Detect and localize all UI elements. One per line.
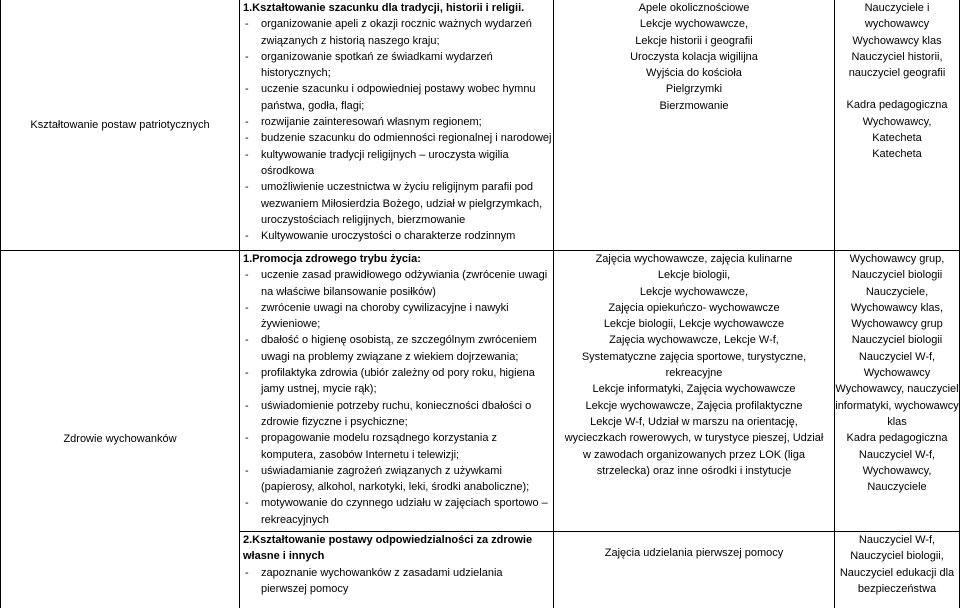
list-item: - uświadamianie zagrożeń związanych z używkami (papierosy, alkohol, narkotyki, leki, środki anaboliczne); bbox=[245, 464, 530, 494]
form-line: Pielgrzymki bbox=[665, 83, 723, 96]
responsible-line: Nauczyciel biologii bbox=[851, 334, 943, 347]
forms-cell bbox=[554, 0, 834, 250]
list-item: - zapoznanie wychowanków z zasadami udzielania pierwszej pomocy bbox=[245, 566, 503, 595]
list-item: - zwrócenie uwagi na choroby cywilizacyjne i nawyki żywieniowe; bbox=[245, 301, 509, 331]
form-line: Zajęcia udzielania pierwszej pomocy bbox=[604, 547, 784, 559]
list-item: - motywowanie do czynnego udziału w zajęciach sportowo – rekreacyjnych bbox=[245, 497, 548, 526]
form-line: Zajęcia wychowawcze, Lekcje W-f, bbox=[609, 334, 779, 347]
list-item: - uczenie zasad prawidłowego odżywiania (zwrócenie uwagi na właściwe bilansowanie posiłków) bbox=[245, 269, 548, 298]
form-line: Lekcje historii i geografii bbox=[635, 34, 753, 47]
responsible-line: Nauczyciele i bbox=[864, 2, 930, 14]
category-cell bbox=[1, 0, 239, 250]
list-item: - budzenie szacunku do odmienności regionalnej i narodowej bbox=[245, 132, 552, 145]
section-heading: 1.Promocja zdrowego trybu życia: bbox=[243, 253, 421, 265]
section-heading-2: 2.Kształtowanie postawy odpowiedzialności za zdrowie własne i innych bbox=[243, 534, 533, 563]
list-item: - organizowanie apeli z okazji rocznic ważnych wydarzeń związanych z historią naszego kraju; bbox=[245, 18, 532, 47]
list-item: - dbałość o higienę osobistą, ze szczególnym zwróceniem uwagi na problemy związane z wiekiem dojrzewania; bbox=[245, 334, 537, 363]
responsible-cell bbox=[835, 0, 959, 250]
list-item: - kultywowanie tradycji religijnych – uroczysta wigilia ośrodkowa bbox=[245, 148, 509, 177]
responsible-line: Nauczyciel historii, bbox=[851, 50, 943, 63]
responsible-line: Nauczyciel edukacji dla bezpieczeństwa bbox=[839, 566, 955, 595]
form-line: Lekcje W-f, Udział w marszu na orientację, wycieczkach rowerowych, w turystyce pieszej, Udział w zawodach organizowanych przez LOK (liga strzelecka) oraz inne ośrodki i instytucje bbox=[564, 415, 824, 477]
responsible-line: Wychowawcy klas, bbox=[850, 301, 944, 314]
responsible-line: Nauczyciele bbox=[867, 481, 927, 494]
responsible-cell-2 bbox=[835, 532, 959, 608]
responsible-line bbox=[835, 81, 959, 97]
form-line: Uroczysta kolacja wigilijna bbox=[630, 50, 758, 63]
responsible-line: Wychowawcy grup bbox=[851, 318, 943, 331]
form-line: Wyjścia do kościoła bbox=[646, 67, 742, 80]
list-item: - uczenie szacunku i odpowiedniej postawy wobec hymnu państwa, godła, flagi; bbox=[245, 83, 536, 112]
category-cell bbox=[1, 251, 239, 608]
category-label: Zdrowie wychowanków bbox=[63, 433, 177, 446]
list-item: - organizowanie spotkań ze świadkami wydarzeń historycznych; bbox=[245, 50, 493, 80]
list-item: - propagowanie modelu rozsądnego korzystania z komputera, zasobów Internetu i telewizji; bbox=[245, 432, 498, 461]
form-line: Lekcje biologii, bbox=[657, 269, 731, 282]
list-item: - Kultywowanie uroczystości o charakterze rodzinnym bbox=[245, 230, 516, 243]
form-line: Systematyczne zajęcia sportowe, turystyczne, rekreacyjne bbox=[581, 350, 807, 380]
forms-cell bbox=[554, 251, 834, 531]
list-item: - uświadomienie potrzeby ruchu, konieczności dbałości o zdrowie fizyczne i psychiczne; bbox=[245, 399, 532, 428]
content-cell bbox=[240, 251, 553, 608]
responsible-line: Wychowawcy grup, bbox=[849, 253, 945, 265]
responsible-line: wychowawcy bbox=[864, 18, 930, 31]
section-heading: 1.Kształtowanie szacunku dla tradycji, historii i religii. bbox=[243, 2, 525, 14]
responsible-line: Wychowawcy, bbox=[862, 115, 932, 128]
category-label: Kształtowanie postaw patriotycznych bbox=[30, 118, 210, 131]
responsible-line: Katecheta bbox=[872, 148, 922, 161]
list-item: - rozwijanie zainteresowań własnym regionem; bbox=[245, 116, 482, 129]
form-line: Lekcje wychowawcze, bbox=[639, 285, 749, 298]
responsible-line: Wychowawcy, nauczyciel informatyki, wychowawcy klas bbox=[835, 383, 959, 428]
list-item: - umożliwienie uczestnictwa w życiu religijnym parafii pod wezwaniem Miłosierdzia Bożego, udział w pielgrzymkach, uroczystościach religijnych, bierzmowanie bbox=[245, 181, 543, 226]
responsible-line: Kadra pedagogiczna bbox=[846, 99, 948, 112]
forms-cell-2 bbox=[554, 545, 834, 585]
content-cell bbox=[240, 0, 553, 250]
form-line: Apele okolicznościowe bbox=[638, 2, 750, 14]
form-line: Lekcje informatyki, Zajęcia wychowawcze bbox=[592, 383, 796, 396]
form-line: Lekcje biologii, Lekcje wychowawcze bbox=[603, 318, 785, 331]
form-line: Lekcje wychowawcze, bbox=[639, 18, 749, 31]
responsible-line: Wychowawcy klas bbox=[852, 34, 942, 47]
responsible-line: Nauczyciele, bbox=[865, 285, 929, 298]
responsible-line: Wychowawcy, bbox=[862, 464, 932, 477]
responsible-line: Kadra pedagogiczna bbox=[846, 432, 948, 445]
responsible-line: Nauczyciel W-f, bbox=[858, 350, 936, 363]
responsible-line: Wychowawcy bbox=[863, 367, 931, 380]
responsible-line: Nauczyciel W-f, bbox=[858, 448, 936, 461]
form-line: Bierzmowanie bbox=[659, 99, 729, 112]
responsible-line: Nauczyciel W-f, bbox=[858, 534, 936, 546]
responsible-cell bbox=[835, 251, 959, 531]
form-line: Zajęcia wychowawcze, zajęcia kulinarne bbox=[595, 253, 793, 265]
form-line: Zajęcia opiekuńczo- wychowawcze bbox=[608, 301, 780, 314]
responsible-line: nauczyciel geografii bbox=[848, 67, 946, 80]
responsible-line: Nauczyciel biologii bbox=[851, 269, 943, 282]
responsible-line: Katecheta bbox=[872, 132, 922, 145]
list-item: - profilaktyka zdrowia (ubiór zależny od pory roku, higiena jamy ustnej, mycie rąk); bbox=[245, 367, 535, 396]
responsible-line: Nauczyciel biologii, bbox=[850, 550, 944, 563]
form-line: Lekcje wychowawcze, Zajęcia profilaktyczne bbox=[585, 399, 803, 412]
